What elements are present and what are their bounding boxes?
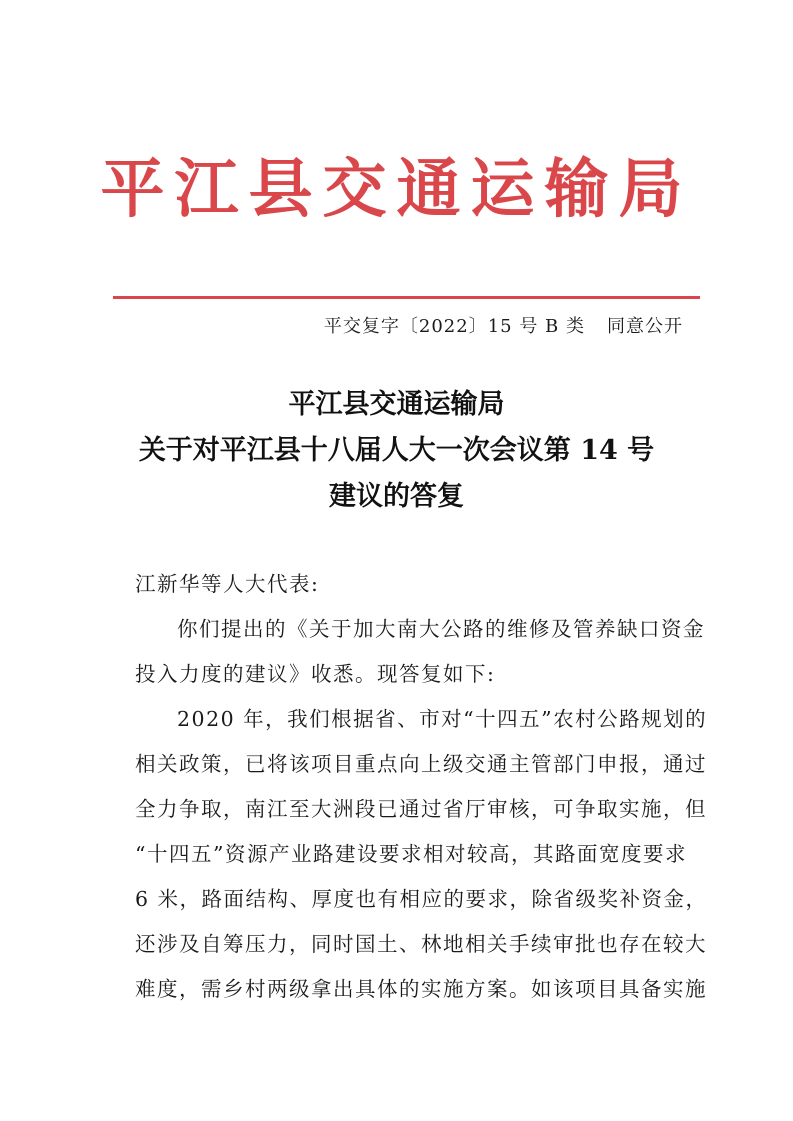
- paragraph-2-line: 相关政策，已将该项目重点向上级交通主管部门申报，通过: [135, 752, 707, 776]
- paragraph-1-line: 投入力度的建议》收悉。现答复如下:: [135, 662, 496, 686]
- paragraph-2-line: “十四五”资源产业路建设要求相对较高，其路面宽度要求: [135, 842, 687, 866]
- title-line-2: 关于对平江县十八届人大一次会议第 14 号: [138, 435, 655, 466]
- paragraph-2-line: 难度，需乡村两级拿出具体的实施方案。如该项目具备实施: [135, 977, 707, 1001]
- paragraph-2-line: 6 米，路面结构、厚度也有相应的要求，除省级奖补资金，: [135, 887, 708, 911]
- disclosure-status: 同意公开: [607, 316, 683, 337]
- title-line-1: 平江县交通运输局: [288, 389, 505, 420]
- document-number-line: [316, 313, 683, 341]
- paragraph-2-line: 还涉及自筹压力，同时国土、林地相关手续审批也存在较大: [135, 932, 707, 956]
- paragraph-2-line: 2020 年，我们根据省、市对“十四五”农村公路规划的: [177, 707, 708, 731]
- salutation: 江新华等人大代表:: [135, 572, 320, 596]
- masthead-red-rule: [113, 296, 700, 299]
- title-line-3: 建议的答复: [329, 481, 464, 512]
- paragraph-1-line: 你们提出的《关于加大南大公路的维修及管养缺口资金: [177, 617, 705, 641]
- document-title: [0, 382, 793, 520]
- document-number: 平交复字〔2022〕15 号 B 类: [323, 316, 585, 337]
- paragraph-2-line: 全力争取，南江至大洲段已通过省厅审核，可争取实施，但: [135, 797, 707, 821]
- masthead-organization: 平江县交通运输局: [100, 152, 693, 227]
- document-body: [135, 562, 708, 1012]
